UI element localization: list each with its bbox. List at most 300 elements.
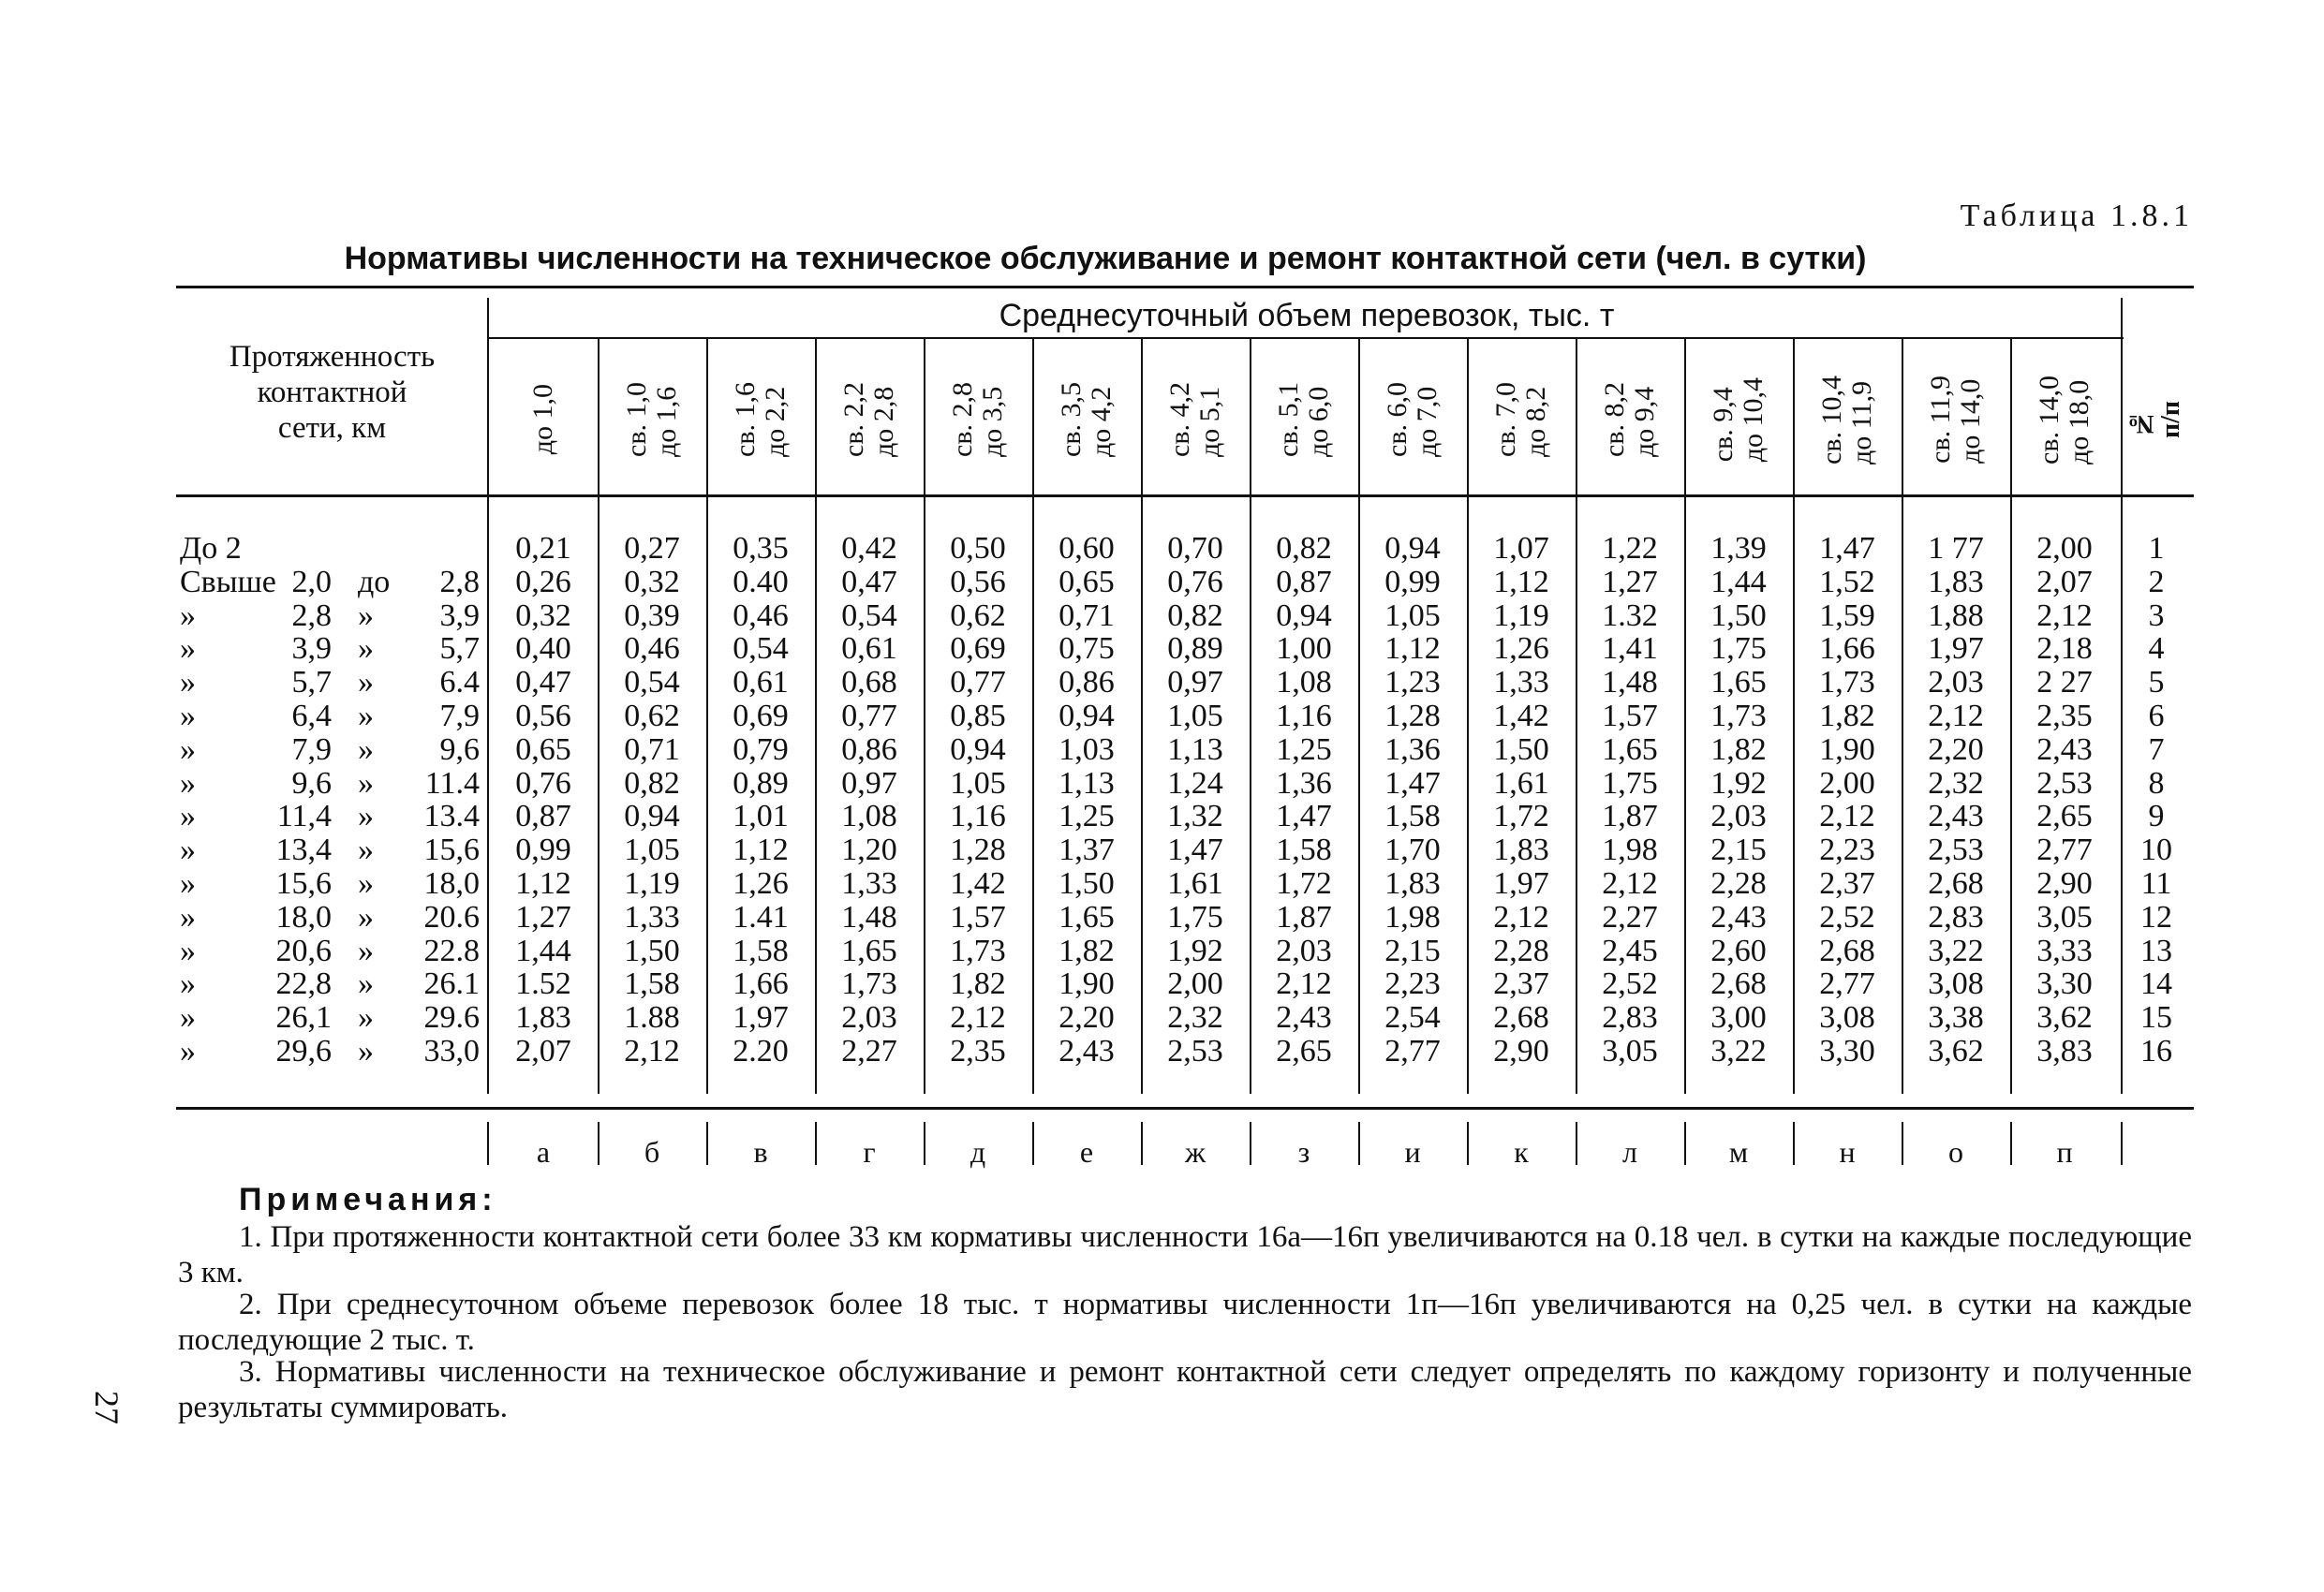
table-cell: 1,47 — [1384, 765, 1441, 801]
table-cell: 1,83 — [1493, 833, 1549, 868]
table-cell: 1,08 — [1276, 665, 1332, 700]
column-header-text: св. 3,5 до 4,2 — [1056, 382, 1117, 457]
table-cell: 1,73 — [950, 933, 1006, 968]
table-cell: 0,77 — [950, 665, 1006, 700]
body-bottom-rule — [176, 1107, 2194, 1110]
row-header — [180, 339, 484, 446]
table-cell: 1,82 — [1710, 731, 1767, 767]
column-header — [1032, 345, 1141, 494]
table-cell: 0,32 — [515, 597, 571, 633]
table-cell: 2,68 — [1710, 966, 1767, 1002]
row-label-part: 7,9 — [291, 731, 332, 767]
row-label-part: » — [358, 1000, 374, 1036]
row-number: 13 — [2140, 933, 2172, 968]
row-number: 5 — [2148, 665, 2165, 700]
table-cell: 2,90 — [1493, 1033, 1549, 1069]
table-cell: 3,30 — [1819, 1033, 1875, 1069]
column-letter: л — [1622, 1135, 1637, 1169]
table-cell: 2,52 — [1819, 899, 1875, 935]
row-label-part: 6,4 — [291, 698, 332, 733]
row-label-part: » — [358, 698, 374, 733]
table-cell: 1,98 — [1384, 899, 1441, 935]
table-cell: 2,65 — [1276, 1033, 1332, 1069]
table-cell: 2,03 — [1928, 665, 1984, 700]
row-label — [180, 632, 489, 666]
column-header — [1141, 345, 1250, 494]
column-header-text: св. 9,4 до 10,4 — [1708, 376, 1769, 463]
row-label — [180, 967, 489, 1001]
table-cell: 2,53 — [1928, 833, 1984, 868]
table-cell: 1,20 — [841, 833, 897, 868]
table-cell: 1,13 — [1167, 731, 1223, 767]
table-cell: 2,35 — [950, 1033, 1006, 1069]
table-cell: 1,72 — [1493, 799, 1549, 834]
column-letter: к — [1514, 1135, 1529, 1169]
table-cell: 1,75 — [1710, 631, 1767, 667]
table-cell: 0,82 — [1276, 531, 1332, 566]
table-cell: 1,05 — [624, 833, 680, 868]
table-cell: 0,46 — [624, 631, 680, 667]
table-cell: 1,12 — [1384, 631, 1441, 667]
table-cell: 2,00 — [2036, 531, 2093, 566]
note-1: 1. При протяженности контактной сети более 33 км кормативы численности 16а—16п увеличиваются на 0.18 чел. в сутки на каждые последующие 3 км. — [178, 1220, 2192, 1290]
table-cell: 1,57 — [950, 899, 1006, 935]
table-cell: 0,97 — [841, 765, 897, 801]
column-header-text: до 1,0 — [527, 384, 558, 455]
table-cell: 2,12 — [1928, 698, 1984, 733]
row-label-part: 29,6 — [275, 1033, 332, 1069]
table-cell: 1,65 — [1710, 665, 1767, 700]
row-label-part: » — [180, 799, 196, 834]
table-cell: 0,21 — [515, 531, 571, 566]
row-number: 7 — [2148, 731, 2165, 767]
row-label-part: 9,6 — [439, 731, 480, 767]
table-cell: 2,15 — [1384, 933, 1441, 968]
table-cell: 0,39 — [624, 597, 680, 633]
row-label-part: » — [180, 1000, 196, 1036]
table-cell: 0,61 — [841, 631, 897, 667]
row-label-part: 15,6 — [423, 833, 480, 868]
data-column — [1793, 532, 1902, 1069]
row-number: 11 — [2140, 865, 2172, 901]
table-cell: 2,12 — [624, 1033, 680, 1069]
table-cell: 1,65 — [1602, 731, 1658, 767]
table-cell: 1,92 — [1167, 933, 1223, 968]
column-header — [598, 345, 706, 494]
table-cell: 2,90 — [2036, 865, 2093, 901]
table-cell: 3,00 — [1710, 1000, 1767, 1036]
table-cell: 1,26 — [733, 865, 789, 901]
table-cell: 2,15 — [1710, 833, 1767, 868]
row-label-part: 5,7 — [291, 665, 332, 700]
row-header-line: сети, км — [277, 411, 387, 445]
table-cell: 0,27 — [624, 531, 680, 566]
column-header — [489, 345, 598, 494]
data-column — [1141, 532, 1250, 1069]
column-letter: д — [970, 1135, 986, 1169]
row-label — [180, 566, 489, 599]
table-cell: 2,07 — [515, 1033, 571, 1069]
row-label — [180, 1035, 489, 1069]
table-cell: 2,27 — [841, 1033, 897, 1069]
column-header-text: св. 11,9 до 14,0 — [1925, 376, 1986, 464]
table-cell: 1,05 — [1167, 698, 1223, 733]
row-label-part: 33,0 — [423, 1033, 480, 1069]
table-cell: 0,71 — [624, 731, 680, 767]
table-cell: 1,52 — [1819, 564, 1875, 599]
row-label-part: » — [180, 597, 196, 633]
table-cell: 2,37 — [1819, 865, 1875, 901]
table-cell: 1,24 — [1167, 765, 1223, 801]
table-cell: 0,47 — [515, 665, 571, 700]
row-label — [180, 1001, 489, 1035]
table-cell: 1,25 — [1276, 731, 1332, 767]
row-label-part: » — [180, 933, 196, 968]
column-header — [815, 345, 924, 494]
table-cell: 1,83 — [515, 1000, 571, 1036]
column-header — [1358, 345, 1467, 494]
notes-heading: Примечания: — [239, 1182, 497, 1217]
table-cell: 0,35 — [733, 531, 789, 566]
row-label-part: 3,9 — [291, 631, 332, 667]
table-cell: 1,57 — [1602, 698, 1658, 733]
column-letter: б — [644, 1135, 660, 1169]
table-cell: 1,36 — [1384, 731, 1441, 767]
table-cell: 0,89 — [733, 765, 789, 801]
table-cell: 2,77 — [1384, 1033, 1441, 1069]
table-cell: 2,43 — [1058, 1033, 1115, 1069]
top-rule — [176, 286, 2194, 288]
table-cell: 0,62 — [624, 698, 680, 733]
table-cell: 0,56 — [515, 698, 571, 733]
table-cell: 0,94 — [624, 799, 680, 834]
table-cell: 3,38 — [1928, 1000, 1984, 1036]
table-cell: 2,03 — [1276, 933, 1332, 968]
table-cell: 0,54 — [733, 631, 789, 667]
row-label-part: » — [358, 765, 374, 801]
table-cell: 3,83 — [2036, 1033, 2093, 1069]
table-cell: 2 27 — [2036, 665, 2093, 700]
note-3: 3. Нормативы численности на техническое обслуживание и ремонт контактной сети следует определять по каждому горизонту и полученные результаты суммировать. — [178, 1355, 2192, 1424]
table-cell: 2,18 — [2036, 631, 2093, 667]
row-labels — [180, 532, 489, 1069]
table-cell: 2,12 — [950, 1000, 1006, 1036]
table-cell: 1,50 — [624, 933, 680, 968]
table-cell: 2,00 — [1167, 966, 1223, 1002]
table-cell: 0,26 — [515, 564, 571, 599]
row-label-part: » — [358, 731, 374, 767]
row-label — [180, 800, 489, 833]
table-cell: 2,12 — [1819, 799, 1875, 834]
row-label-part: 3,9 — [439, 597, 480, 633]
table-cell: 2,65 — [2036, 799, 2093, 834]
table-cell: 0,79 — [733, 731, 789, 767]
column-header — [1467, 345, 1576, 494]
table-cell: 1,58 — [733, 933, 789, 968]
table-cell: 2,83 — [1602, 1000, 1658, 1036]
table-cell: 1,90 — [1819, 731, 1875, 767]
row-label-part: 9,6 — [291, 765, 332, 801]
row-label — [180, 733, 489, 767]
table-cell: 0,77 — [841, 698, 897, 733]
table-cell: 1,82 — [1058, 933, 1115, 968]
table-cell: 1,97 — [1493, 865, 1549, 901]
table-cell: 2,43 — [1710, 899, 1767, 935]
row-label-part: 5,7 — [439, 631, 480, 667]
row-label — [180, 767, 489, 801]
table-cell: 1.41 — [733, 899, 789, 935]
row-label-part: » — [180, 731, 196, 767]
data-column — [1684, 532, 1793, 1069]
table-cell: 2,54 — [1384, 1000, 1441, 1036]
row-label-part: до — [358, 564, 391, 599]
number-column-header-text: № п/п — [2126, 400, 2185, 439]
row-label-part: 11.4 — [424, 765, 480, 801]
letter-divider — [2121, 1122, 2123, 1165]
table-cell: 1,98 — [1602, 833, 1658, 868]
row-label-part: » — [358, 631, 374, 667]
table-cell: 0,69 — [950, 631, 1006, 667]
table-cell: 1,61 — [1167, 865, 1223, 901]
row-label-part: » — [180, 966, 196, 1002]
table-cell: 1,42 — [1493, 698, 1549, 733]
table-cell: 3,08 — [1928, 966, 1984, 1002]
table-cell: 1,33 — [841, 865, 897, 901]
column-letter: в — [753, 1135, 768, 1169]
table-cell: 1,61 — [1493, 765, 1549, 801]
table-cell: 1,50 — [1058, 865, 1115, 901]
data-column — [1358, 532, 1467, 1069]
row-label-part: » — [180, 698, 196, 733]
table-cell: 0,89 — [1167, 631, 1223, 667]
row-label-part: До 2 — [180, 531, 242, 566]
table-cell: 0,75 — [1058, 631, 1115, 667]
table-cell: 1,47 — [1276, 799, 1332, 834]
row-label-part: 11,4 — [276, 799, 332, 834]
column-header-text: св. 7,0 до 8,2 — [1490, 382, 1551, 457]
table-cell: 1,50 — [1710, 597, 1767, 633]
row-label-part: » — [358, 597, 374, 633]
table-cell: 1.32 — [1602, 597, 1658, 633]
table-cell: 0,69 — [733, 698, 789, 733]
row-label-part: 2,8 — [439, 564, 480, 599]
table-cell: 1,65 — [1058, 899, 1115, 935]
table-cell: 2,12 — [1276, 966, 1332, 1002]
row-label-part: » — [358, 799, 374, 834]
data-column — [2010, 532, 2119, 1069]
table-cell: 1,33 — [1493, 665, 1549, 700]
table-cell: 1,32 — [1167, 799, 1223, 834]
column-header-text: св. 6,0 до 7,0 — [1382, 382, 1443, 457]
row-label-part: » — [358, 933, 374, 968]
column-letter: п — [2056, 1135, 2073, 1169]
row-number: 14 — [2140, 966, 2172, 1002]
table-cell: 2,23 — [1384, 966, 1441, 1002]
table-cell: 2,12 — [1493, 899, 1549, 935]
row-number: 6 — [2148, 698, 2165, 733]
table-cell: 1,75 — [1167, 899, 1223, 935]
table-cell: 1,41 — [1602, 631, 1658, 667]
table-cell: 3,22 — [1710, 1033, 1767, 1069]
table-cell: 2,32 — [1167, 1000, 1223, 1036]
data-column — [1032, 532, 1141, 1069]
row-number: 15 — [2140, 1000, 2172, 1036]
table-cell: 2.20 — [733, 1033, 789, 1069]
table-cell: 2,43 — [1928, 799, 1984, 834]
data-column — [1576, 532, 1684, 1069]
table-cell: 2,43 — [2036, 731, 2093, 767]
table-cell: 1,58 — [1276, 833, 1332, 868]
table-cell: 0,94 — [1058, 698, 1115, 733]
table-cell: 1,83 — [1928, 564, 1984, 599]
table-cell: 0,87 — [1276, 564, 1332, 599]
column-header-text: св. 1,6 до 2,2 — [730, 382, 791, 457]
column-letter: и — [1404, 1135, 1421, 1169]
row-label — [180, 935, 489, 968]
row-number: 2 — [2148, 564, 2165, 599]
column-header — [1684, 345, 1793, 494]
row-label-part: » — [180, 1033, 196, 1069]
table-cell: 0,40 — [515, 631, 571, 667]
column-letter: е — [1079, 1135, 1094, 1169]
row-label-part: 26.1 — [423, 966, 480, 1002]
table-cell: 3,22 — [1928, 933, 1984, 968]
data-column — [815, 532, 924, 1069]
column-header-text: св. 14,0 до 18,0 — [2034, 375, 2095, 464]
table-cell: 1,37 — [1058, 833, 1115, 868]
table-cell: 1,87 — [1602, 799, 1658, 834]
column-header — [1902, 345, 2010, 494]
table-cell: 0,62 — [950, 597, 1006, 633]
table-cell: 2,23 — [1819, 833, 1875, 868]
table-cell: 1,12 — [733, 833, 789, 868]
row-label — [180, 867, 489, 901]
table-cell: 1,82 — [950, 966, 1006, 1002]
table-cell: 1,42 — [950, 865, 1006, 901]
row-number-column — [2119, 532, 2194, 1069]
table-cell: 0,60 — [1058, 531, 1115, 566]
table-cell: 0,42 — [841, 531, 897, 566]
table-cell: 1,12 — [1493, 564, 1549, 599]
table-cell: 1,16 — [1276, 698, 1332, 733]
table-cell: 1,50 — [1493, 731, 1549, 767]
data-column — [924, 532, 1032, 1069]
table-cell: 1,73 — [1710, 698, 1767, 733]
column-letter: ж — [1184, 1135, 1206, 1169]
table-cell: 1,87 — [1276, 899, 1332, 935]
table-cell: 2,27 — [1602, 899, 1658, 935]
row-number: 3 — [2148, 597, 2165, 633]
row-label-part: » — [180, 833, 196, 868]
data-column — [598, 532, 706, 1069]
table-cell: 2,00 — [1819, 765, 1875, 801]
row-header-line: Протяженность — [229, 340, 436, 374]
table-cell: 3,05 — [1602, 1033, 1658, 1069]
table-cell: 1,36 — [1276, 765, 1332, 801]
row-label — [180, 833, 489, 867]
table-cell: 0,94 — [1276, 597, 1332, 633]
row-label-part: » — [180, 631, 196, 667]
row-label-part: 2,0 — [291, 564, 332, 599]
column-header — [924, 345, 1032, 494]
table-cell: 2,35 — [2036, 698, 2093, 733]
table-cell: 3,08 — [1819, 1000, 1875, 1036]
column-header-text: св. 1,0 до 1,6 — [621, 382, 682, 457]
column-group-header: Среднесуточный объем перевозок, тыс. т — [999, 298, 1615, 333]
table-cell: 1,97 — [733, 1000, 789, 1036]
row-label — [180, 532, 489, 566]
table-cell: 0,99 — [1384, 564, 1441, 599]
row-label-part: » — [358, 966, 374, 1002]
table-cell: 1,48 — [1602, 665, 1658, 700]
table-cell: 1,22 — [1602, 531, 1658, 566]
table-cell: 1,27 — [515, 899, 571, 935]
table-cell: 2,12 — [1602, 865, 1658, 901]
column-letter: а — [536, 1135, 551, 1169]
table-cell: 0,97 — [1167, 665, 1223, 700]
row-label-part: 13.4 — [423, 799, 480, 834]
table-cell: 0,94 — [950, 731, 1006, 767]
row-label — [180, 666, 489, 700]
table-cell: 1,01 — [733, 799, 789, 834]
table-cell: 1,47 — [1167, 833, 1223, 868]
row-label — [180, 700, 489, 733]
table-cell: 0,56 — [950, 564, 1006, 599]
table-cell: 2,32 — [1928, 765, 1984, 801]
table-cell: 0,82 — [1167, 597, 1223, 633]
table-cell: 1,28 — [950, 833, 1006, 868]
table-label: Таблица 1.8.1 — [1960, 199, 2193, 233]
column-letter: з — [1297, 1135, 1310, 1169]
table-cell: 1,82 — [1819, 698, 1875, 733]
row-label-part: 22,8 — [275, 966, 332, 1002]
column-header — [2010, 345, 2119, 494]
row-label-part: 7,9 — [439, 698, 480, 733]
table-cell: 0,82 — [624, 765, 680, 801]
table-cell: 0.40 — [733, 564, 789, 599]
table-cell: 1,90 — [1058, 966, 1115, 1002]
table-cell: 1,83 — [1384, 865, 1441, 901]
table-cell: 2,03 — [841, 1000, 897, 1036]
table-cell: 3,05 — [2036, 899, 2093, 935]
row-label-part: 13,4 — [275, 833, 332, 868]
table-cell: 1,08 — [841, 799, 897, 834]
table-cell: 2,53 — [2036, 765, 2093, 801]
table-cell: 1,58 — [1384, 799, 1441, 834]
table-cell: 0,85 — [950, 698, 1006, 733]
table-cell: 0,68 — [841, 665, 897, 700]
number-column-header — [2119, 345, 2194, 494]
row-label-part: 18,0 — [275, 899, 332, 935]
table-cell: 0,94 — [1384, 531, 1441, 566]
column-header-text: св. 2,8 до 3,5 — [947, 382, 1008, 457]
table-cell: 2,68 — [1928, 865, 1984, 901]
table-cell: 0,61 — [733, 665, 789, 700]
data-column — [1902, 532, 2010, 1069]
table-cell: 0,86 — [841, 731, 897, 767]
table-cell: 0,32 — [624, 564, 680, 599]
table-cell: 2,43 — [1276, 1000, 1332, 1036]
table-cell: 2,20 — [1928, 731, 1984, 767]
table-cell: 1,72 — [1276, 865, 1332, 901]
table-cell: 1,33 — [624, 899, 680, 935]
row-label-part: 6.4 — [439, 665, 480, 700]
row-label-part: Свыше — [180, 564, 276, 599]
column-header-text: св. 8,2 до 9,4 — [1599, 382, 1660, 457]
table-cell: 1,05 — [1384, 597, 1441, 633]
table-cell: 2,68 — [1819, 933, 1875, 968]
table-cell: 2,28 — [1710, 865, 1767, 901]
